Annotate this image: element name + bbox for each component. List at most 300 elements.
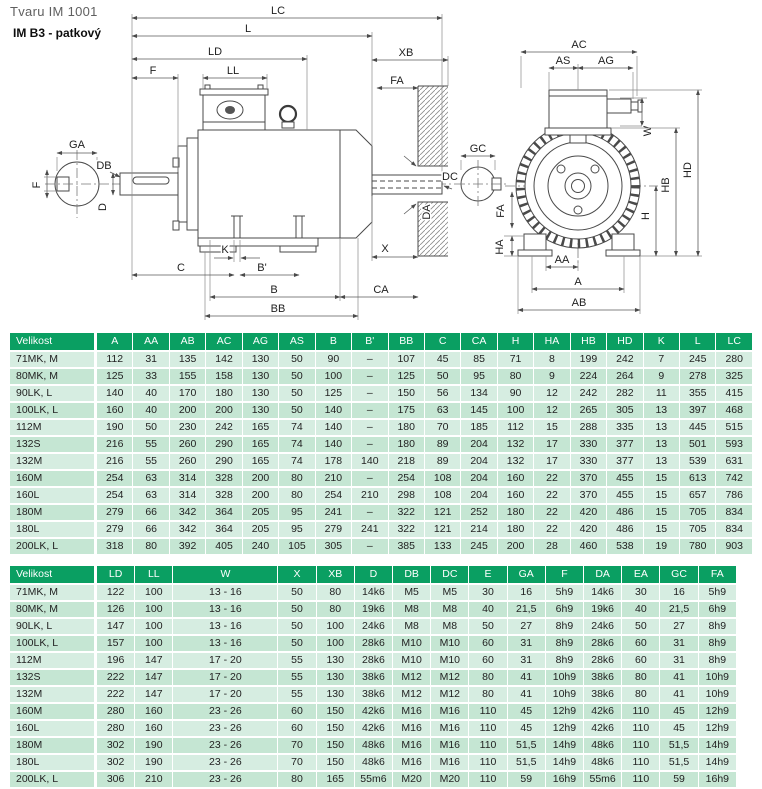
row-label: 100LK, L <box>10 636 96 651</box>
row-label: 180L <box>10 522 96 537</box>
cell: 142 <box>206 352 241 367</box>
cell: 50 <box>469 619 506 634</box>
cell: 210 <box>316 471 351 486</box>
cell: 613 <box>680 471 715 486</box>
col-header-ac: AC <box>206 333 241 350</box>
cell: M8 <box>431 602 468 617</box>
dim-label-da: DA <box>421 204 433 220</box>
cell: 50 <box>278 636 315 651</box>
cell: 108 <box>425 488 460 503</box>
cell: 48k6 <box>355 738 392 753</box>
table-row <box>10 602 736 617</box>
cell: 8h9 <box>699 653 736 668</box>
cell: M8 <box>393 619 430 634</box>
table-row <box>10 420 752 435</box>
col-header-velikost: Velikost <box>10 333 96 350</box>
cell: 15 <box>644 471 679 486</box>
row-label: 180M <box>10 505 96 520</box>
cell: 157 <box>97 636 134 651</box>
dim-label-a: A <box>574 276 582 288</box>
cell: 165 <box>243 420 278 435</box>
dim-label-hb: HB <box>660 177 672 193</box>
cell: 50 <box>279 386 314 401</box>
cell: 705 <box>680 505 715 520</box>
cell: 180 <box>206 386 241 401</box>
cell: 19k6 <box>355 602 392 617</box>
cell: 112 <box>97 352 132 367</box>
cell: 50 <box>278 602 315 617</box>
cell: 254 <box>97 488 132 503</box>
cell: 8h9 <box>699 619 736 634</box>
header-row <box>10 566 736 583</box>
col-header-lc: LC <box>716 333 752 350</box>
cell: 41 <box>660 670 697 685</box>
cell: 322 <box>389 505 424 520</box>
cell: 22 <box>534 505 569 520</box>
cell: 45 <box>660 721 697 736</box>
col-header-k: K <box>644 333 679 350</box>
cell: 133 <box>425 539 460 554</box>
cell: 786 <box>716 488 752 503</box>
cell: 38k6 <box>355 670 392 685</box>
cell: 230 <box>170 420 205 435</box>
cell: 216 <box>97 454 132 469</box>
col-header-hd: HD <box>607 333 642 350</box>
cell: 13 <box>644 420 679 435</box>
cell: 50 <box>279 369 314 384</box>
cell: 17 <box>534 437 569 452</box>
cell: 445 <box>680 420 715 435</box>
cell: 415 <box>716 386 752 401</box>
col-header-b: B' <box>352 333 387 350</box>
dim-label-l: L <box>244 23 252 35</box>
cell: 155 <box>170 369 205 384</box>
cell: 377 <box>607 437 642 452</box>
cell: 330 <box>571 437 606 452</box>
motor-side-view <box>96 85 455 256</box>
table-row <box>10 755 736 770</box>
cell: 298 <box>389 488 424 503</box>
table-row <box>10 505 752 520</box>
cell: 33 <box>133 369 168 384</box>
cell: 742 <box>716 471 752 486</box>
cell: 314 <box>170 471 205 486</box>
col-header-ld: LD <box>97 566 134 583</box>
cell: 21,5 <box>508 602 545 617</box>
cell: 455 <box>607 488 642 503</box>
cell: 150 <box>317 721 354 736</box>
cell: 13 - 16 <box>173 619 277 634</box>
dim-label-d: D <box>97 203 109 211</box>
dim-label-b-prime: B' <box>257 262 267 274</box>
cell: 100 <box>316 369 351 384</box>
cell: 355 <box>680 386 715 401</box>
cell: 80 <box>278 772 315 787</box>
col-header-c: C <box>425 333 460 350</box>
col-header-velikost: Velikost <box>10 566 96 583</box>
cell: 5h9 <box>699 585 736 600</box>
cell: 241 <box>316 505 351 520</box>
dim-label-as: AS <box>555 55 571 67</box>
cell: 705 <box>680 522 715 537</box>
dim-label-lc: LC <box>270 5 286 17</box>
cell: 242 <box>607 352 642 367</box>
cell: 16 <box>660 585 697 600</box>
table-row <box>10 585 736 600</box>
cell: 218 <box>389 454 424 469</box>
cell: 63 <box>133 488 168 503</box>
cell: 70 <box>425 420 460 435</box>
cell: 95 <box>461 369 496 384</box>
dim-label-ac: AC <box>571 39 587 51</box>
cell: 132 <box>498 437 533 452</box>
cell: 190 <box>135 755 172 770</box>
col-header-db: DB <box>393 566 430 583</box>
col-header-as: AS <box>279 333 314 350</box>
table-row <box>10 386 752 401</box>
cell: 24k6 <box>355 619 392 634</box>
cell: 55m6 <box>584 772 621 787</box>
cell: 160 <box>498 488 533 503</box>
cell: 80 <box>622 670 659 685</box>
col-header-h: H <box>498 333 533 350</box>
cell: 17 - 20 <box>173 687 277 702</box>
cell: 50 <box>278 619 315 634</box>
cell: 280 <box>97 721 134 736</box>
cell: 260 <box>170 437 205 452</box>
cell: 17 - 20 <box>173 670 277 685</box>
row-label: 160M <box>10 704 96 719</box>
cell: 100 <box>317 636 354 651</box>
row-label: 100LK, L <box>10 403 96 418</box>
cell: 140 <box>316 403 351 418</box>
cell: 130 <box>317 653 354 668</box>
cell: 222 <box>97 670 134 685</box>
cell: 40 <box>622 602 659 617</box>
dim-label-db: DB <box>96 160 112 172</box>
cell: 385 <box>389 539 424 554</box>
cell: 397 <box>680 403 715 418</box>
cell: M16 <box>431 721 468 736</box>
dim-label-ag: AG <box>598 55 614 67</box>
table-row <box>10 636 736 651</box>
cell: 50 <box>425 369 460 384</box>
cell: 150 <box>317 755 354 770</box>
cell: 260 <box>170 454 205 469</box>
cell: 63 <box>425 403 460 418</box>
cell: 50 <box>278 585 315 600</box>
cell: – <box>352 420 387 435</box>
cell: 16h9 <box>699 772 736 787</box>
table-row <box>10 670 736 685</box>
cell: 130 <box>317 687 354 702</box>
cell: 110 <box>469 772 506 787</box>
cell: 125 <box>97 369 132 384</box>
cell: 278 <box>680 369 715 384</box>
cell: 200 <box>498 539 533 554</box>
row-label: 180M <box>10 738 96 753</box>
cell: 13 <box>644 454 679 469</box>
cell: 23 - 26 <box>173 738 277 753</box>
cell: M5 <box>393 585 430 600</box>
cell: 486 <box>607 505 642 520</box>
cell: 40 <box>133 386 168 401</box>
cell: 8h9 <box>546 619 583 634</box>
cell: 31 <box>660 636 697 651</box>
table-row <box>10 352 752 367</box>
col-header-b: B <box>316 333 351 350</box>
cell: 38k6 <box>584 670 621 685</box>
cell: 121 <box>425 505 460 520</box>
cell: 14k6 <box>584 585 621 600</box>
cell: 150 <box>317 704 354 719</box>
table-row <box>10 369 752 384</box>
cell: 15 <box>644 522 679 537</box>
cell: 28k6 <box>355 636 392 651</box>
col-header-a: A <box>97 333 132 350</box>
cell: M12 <box>431 687 468 702</box>
cell: 95 <box>279 505 314 520</box>
row-label: 80MK, M <box>10 369 96 384</box>
col-header-l: L <box>680 333 715 350</box>
cell: 80 <box>622 687 659 702</box>
cell: 100 <box>135 636 172 651</box>
cell: 16h9 <box>546 772 583 787</box>
cell: 28k6 <box>355 653 392 668</box>
cell: M8 <box>431 619 468 634</box>
cell: 178 <box>316 454 351 469</box>
cell: M10 <box>393 653 430 668</box>
table-row <box>10 619 736 634</box>
cell: 314 <box>170 488 205 503</box>
cell: 242 <box>206 420 241 435</box>
cell: 10h9 <box>546 687 583 702</box>
cell: 6h9 <box>699 602 736 617</box>
col-header-w: W <box>173 566 277 583</box>
cell: 10h9 <box>546 670 583 685</box>
dim-label-dc: DC <box>442 171 458 183</box>
cell: 264 <box>607 369 642 384</box>
cell: 31 <box>133 352 168 367</box>
cell: 222 <box>97 687 134 702</box>
cell: 110 <box>622 721 659 736</box>
cell: 204 <box>461 454 496 469</box>
cell: 12h9 <box>699 721 736 736</box>
cell: 282 <box>607 386 642 401</box>
cell: 200 <box>206 403 241 418</box>
row-label: 160L <box>10 488 96 503</box>
cell: 41 <box>660 687 697 702</box>
table-row <box>10 488 752 503</box>
cell: 10h9 <box>699 687 736 702</box>
cell: 199 <box>571 352 606 367</box>
cell: 42k6 <box>584 704 621 719</box>
cell: M16 <box>393 704 430 719</box>
cell: 420 <box>571 522 606 537</box>
cell: 12 <box>534 403 569 418</box>
cell: 245 <box>680 352 715 367</box>
dim-label-fa-front: FA <box>495 204 507 218</box>
cell: 252 <box>461 505 496 520</box>
cell: 834 <box>716 505 752 520</box>
row-label: 132M <box>10 687 96 702</box>
cell: 55 <box>133 454 168 469</box>
page-title: Tvaru IM 1001 <box>10 4 98 19</box>
cell: 80 <box>133 539 168 554</box>
cell: 9 <box>534 369 569 384</box>
cell: M10 <box>431 653 468 668</box>
cell: 48k6 <box>355 755 392 770</box>
cell: 165 <box>317 772 354 787</box>
cell: 14k6 <box>355 585 392 600</box>
dim-label-ca: CA <box>373 284 389 296</box>
cell: 265 <box>571 403 606 418</box>
cell: 59 <box>660 772 697 787</box>
cell: 40 <box>469 602 506 617</box>
cell: 45 <box>508 721 545 736</box>
cell: 110 <box>469 721 506 736</box>
table-row <box>10 772 736 787</box>
col-header-ga: GA <box>508 566 545 583</box>
cell: 130 <box>243 352 278 367</box>
cell: 280 <box>716 352 752 367</box>
col-header-ll: LL <box>135 566 172 583</box>
cell: 306 <box>97 772 134 787</box>
cell: 23 - 26 <box>173 704 277 719</box>
cell: 80 <box>279 471 314 486</box>
row-label: 132S <box>10 437 96 452</box>
col-header-bb: BB <box>389 333 424 350</box>
dimensions-table-main <box>9 331 753 556</box>
cell: 108 <box>425 471 460 486</box>
cell: 28 <box>534 539 569 554</box>
cell: 50 <box>279 352 314 367</box>
cell: 190 <box>97 420 132 435</box>
table-row <box>10 721 736 736</box>
cell: 134 <box>461 386 496 401</box>
cell: 8h9 <box>546 636 583 651</box>
cell: 22 <box>534 471 569 486</box>
cell: 593 <box>716 437 752 452</box>
cell: 8 <box>534 352 569 367</box>
dim-label-ll: LL <box>226 65 240 77</box>
cell: 150 <box>317 738 354 753</box>
cell: 392 <box>170 539 205 554</box>
cell: 377 <box>607 454 642 469</box>
col-header-ea: EA <box>622 566 659 583</box>
cell: 302 <box>97 738 134 753</box>
cell: 204 <box>461 471 496 486</box>
cell: 10h9 <box>699 670 736 685</box>
row-label: 200LK, L <box>10 539 96 554</box>
cell: 80 <box>317 602 354 617</box>
cell: 80 <box>279 488 314 503</box>
cell: 66 <box>133 522 168 537</box>
cell: 280 <box>97 704 134 719</box>
cell: 13 <box>644 403 679 418</box>
cell: 17 <box>534 454 569 469</box>
cell: 60 <box>278 704 315 719</box>
cell: 130 <box>243 403 278 418</box>
cell: 14h9 <box>699 738 736 753</box>
cell: M10 <box>393 636 430 651</box>
dim-label-c: C <box>177 262 185 274</box>
cell: 180 <box>389 420 424 435</box>
cell: 214 <box>461 522 496 537</box>
cell: 51,5 <box>508 738 545 753</box>
cell: 40 <box>133 403 168 418</box>
cell: 130 <box>317 670 354 685</box>
row-label: 112M <box>10 420 96 435</box>
cell: 13 - 16 <box>173 585 277 600</box>
cell: M5 <box>431 585 468 600</box>
cell: 328 <box>206 488 241 503</box>
rear-shaft-end-view <box>455 143 506 208</box>
cell: 38k6 <box>584 687 621 702</box>
row-label: 90LK, L <box>10 619 96 634</box>
cell: 13 - 16 <box>173 602 277 617</box>
cell: 204 <box>461 488 496 503</box>
cell: 23 - 26 <box>173 755 277 770</box>
cell: 12h9 <box>699 704 736 719</box>
cell: 42k6 <box>355 721 392 736</box>
cell: 110 <box>622 738 659 753</box>
cell: M12 <box>393 687 430 702</box>
cell: 196 <box>97 653 134 668</box>
cell: 28k6 <box>584 653 621 668</box>
cell: 50 <box>133 420 168 435</box>
cell: 342 <box>170 522 205 537</box>
cell: 180 <box>498 522 533 537</box>
cell: M12 <box>393 670 430 685</box>
cell: 180 <box>389 437 424 452</box>
cell: 19k6 <box>584 602 621 617</box>
cell: 23 - 26 <box>173 772 277 787</box>
cell: 160 <box>498 471 533 486</box>
row-label: 80MK, M <box>10 602 96 617</box>
col-header-dc: DC <box>431 566 468 583</box>
cell: 147 <box>135 653 172 668</box>
cell: M16 <box>431 738 468 753</box>
dim-label-b: B <box>270 284 278 296</box>
cell: 70 <box>278 755 315 770</box>
cell: 14h9 <box>546 755 583 770</box>
dim-label-ha: HA <box>494 239 506 255</box>
col-header-hb: HB <box>571 333 606 350</box>
row-label: 132S <box>10 670 96 685</box>
table-row <box>10 522 752 537</box>
cell: 74 <box>279 437 314 452</box>
technical-drawing <box>0 0 762 330</box>
cell: 110 <box>469 704 506 719</box>
cell: 9 <box>644 369 679 384</box>
page-subtitle: IM B3 - patkový <box>13 26 102 40</box>
cell: 38k6 <box>355 687 392 702</box>
table-row <box>10 704 736 719</box>
cell: 140 <box>97 386 132 401</box>
cell: 27 <box>660 619 697 634</box>
cell: 110 <box>469 738 506 753</box>
table-row <box>10 539 752 554</box>
dim-label-ld: LD <box>207 46 223 58</box>
cell: 165 <box>243 454 278 469</box>
cell: 21,5 <box>660 602 697 617</box>
col-header-f: F <box>546 566 583 583</box>
col-header-gc: GC <box>660 566 697 583</box>
cell: 11 <box>644 386 679 401</box>
cell: 55m6 <box>355 772 392 787</box>
cell: 110 <box>469 755 506 770</box>
